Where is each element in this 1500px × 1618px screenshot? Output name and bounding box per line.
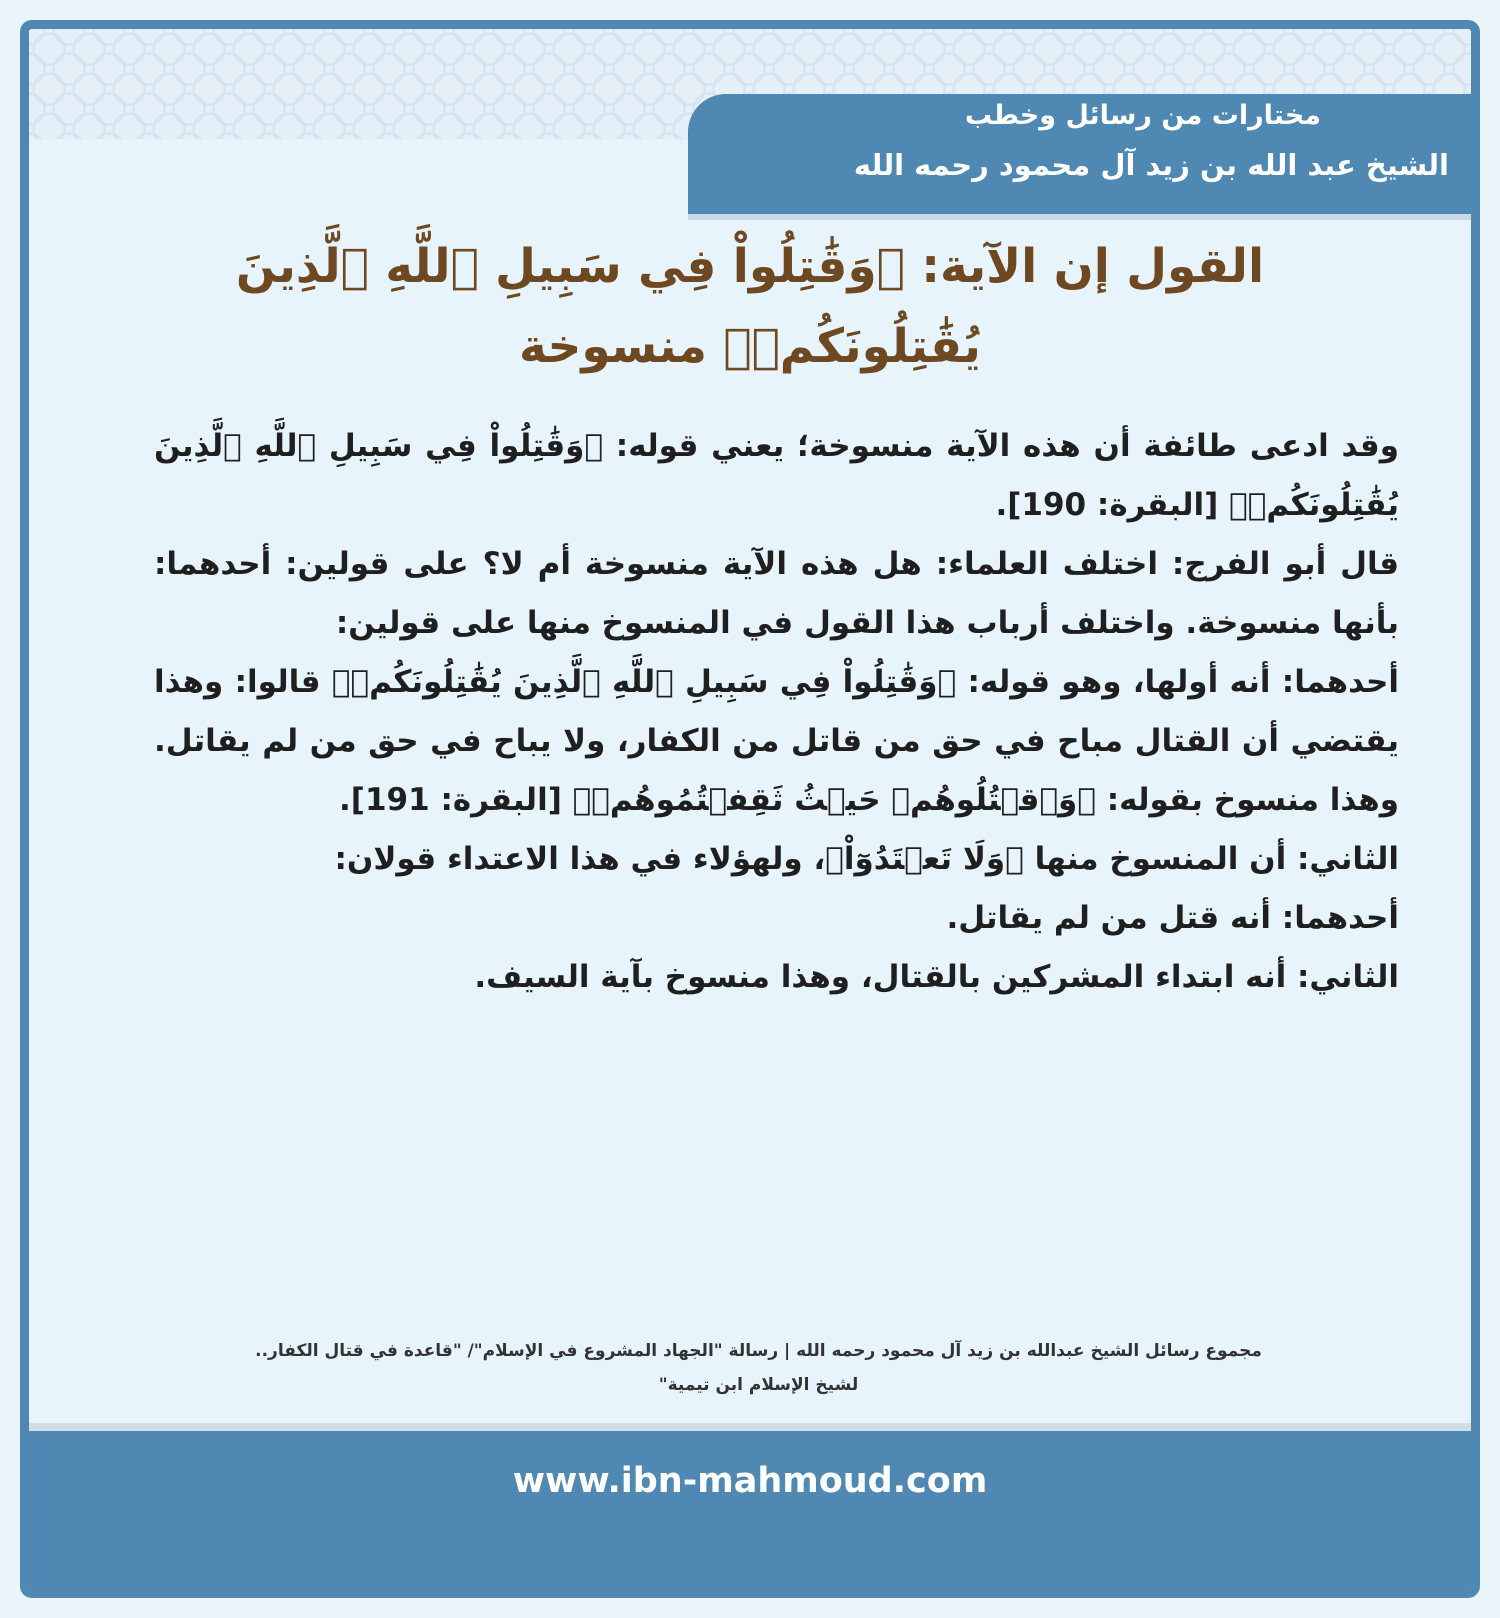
series-title: مختارات من رسائل وخطب	[964, 100, 1321, 131]
paragraph-4: الثاني: أن المنسوخ منها ﴿وَلَا تَعۡتَدُوٓاْ﴾، ولهؤلاء في هذا الاعتداء قولان:	[334, 841, 1399, 877]
footer-bar	[29, 1431, 1471, 1589]
page-title: القول إن الآية: ﴿وَقَٰتِلُواْ فِي سَبِيلِ ٱللَّهِ ٱلَّذِينَ يُقَٰتِلُونَكُمۡ﴾ منسوخة	[235, 239, 1265, 374]
source-citation	[134, 1334, 1383, 1402]
paragraph-3: أحدهما: أنه أولها، وهو قوله: ﴿وَقَٰتِلُواْ فِي سَبِيلِ ٱللَّهِ ٱلَّذِينَ يُقَٰتِلُونَكُمۡ﴾ قالوا: وهذا يقتضي أن القتال مباح في حق من قاتل من الكفار، ولا يباح في حق من لم يقاتل. وهذا منسوخ بقوله: ﴿وَٱقۡتُلُوهُمۡ حَيۡثُ ثَقِفۡتُمُوهُمۡ﴾ [البقرة: 191].	[154, 664, 1399, 818]
author-name: الشيخ عبد الله بن زيد آل محمود رحمه الله	[853, 148, 1449, 182]
paragraph-6: الثاني: أنه ابتداء المشركين بالقتال، وهذا منسوخ بآية السيف.	[474, 959, 1399, 995]
post-card	[20, 20, 1480, 1598]
article-body	[154, 417, 1399, 1007]
footer-divider	[29, 1423, 1471, 1431]
paragraph-5: أحدهما: أنه قتل من لم يقاتل.	[946, 900, 1399, 936]
paragraph-1: وقد ادعى طائفة أن هذه الآية منسوخة؛ يعني قوله: ﴿وَقَٰتِلُواْ فِي سَبِيلِ ٱللَّهِ ٱلَّذِينَ يُقَٰتِلُونَكُمۡ﴾ [البقرة: 190].	[154, 428, 1399, 523]
header-badge	[688, 94, 1471, 214]
paragraph-2: قال أبو الفرج: اختلف العلماء: هل هذه الآية منسوخة أم لا؟ على قولين: أحدهما: بأنها منسوخة. واختلف أرباب هذا القول في المنسوخ منها على قولين:	[154, 546, 1399, 641]
website-link[interactable]: www.ibn-mahmoud.com	[512, 1461, 988, 1501]
citation-line-2: لشيخ الإسلام ابن تيمية"	[658, 1375, 859, 1395]
citation-line-1: مجموع رسائل الشيخ عبدالله بن زيد آل محمود رحمه الله | رسالة "الجهاد المشروع في الإسلام"/ "قاعدة في قتال الكفار..	[255, 1341, 1262, 1361]
